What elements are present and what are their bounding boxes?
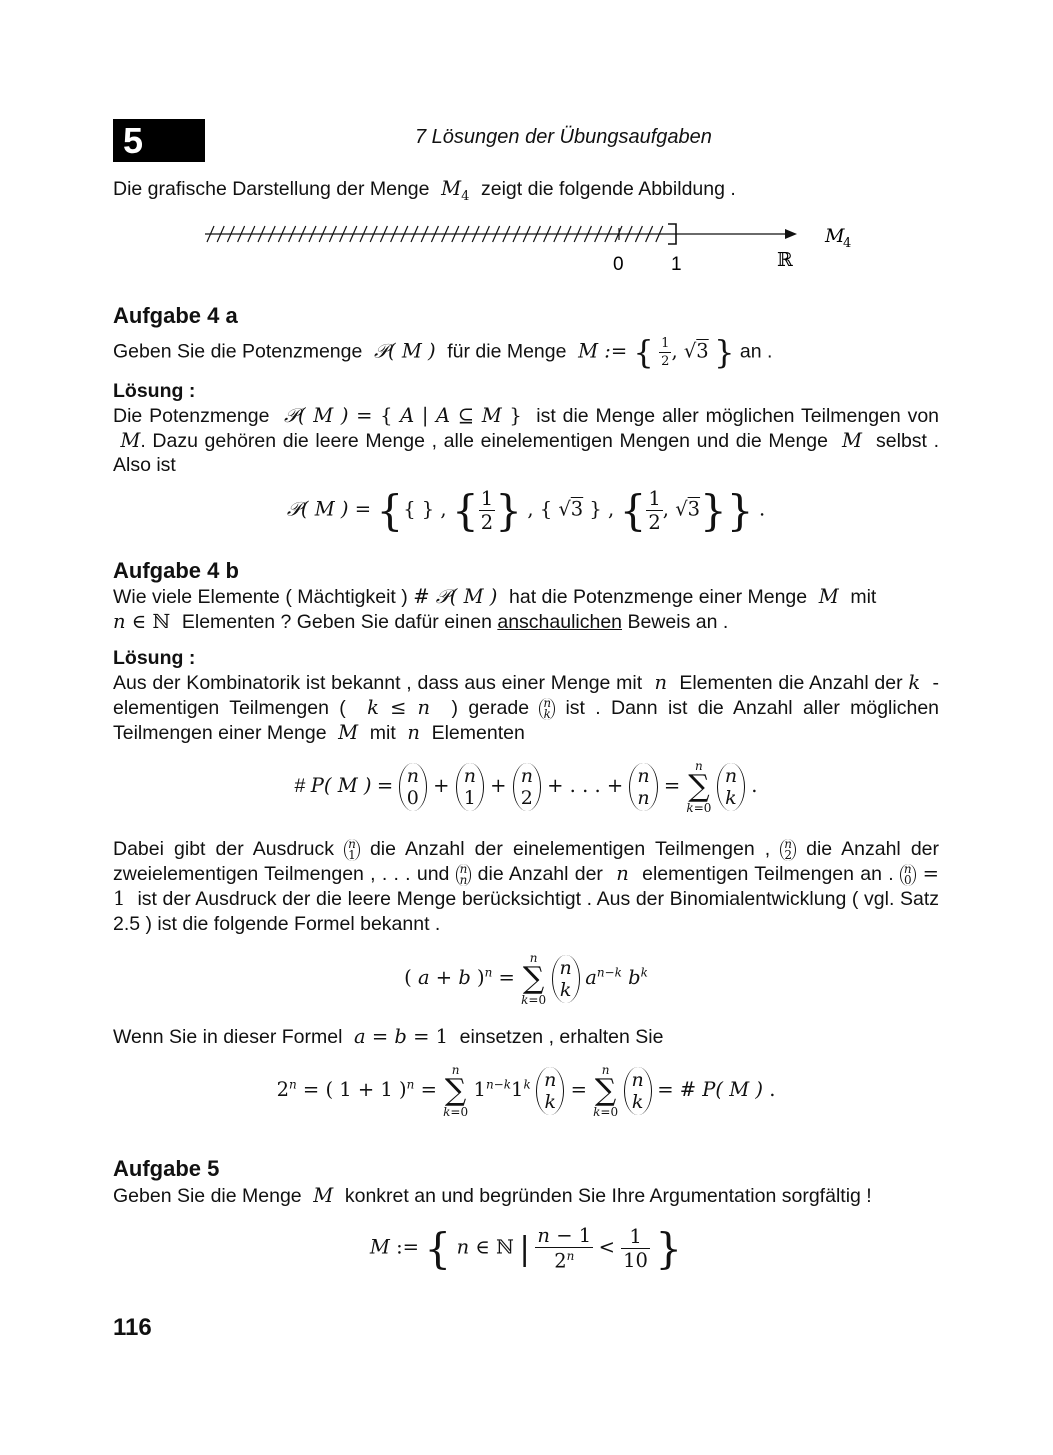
tick-1-label: 1 xyxy=(671,254,682,275)
set-m: M xyxy=(441,177,462,200)
count-formula: # P( M ) = n 0 + n 1 + n 2 + . . . + n n = n ∑ k=0 n k . xyxy=(294,759,758,815)
task-4a-heading: Aufgabe 4 a xyxy=(113,303,238,328)
s4b-3: - elementigen Teilmengen ( xyxy=(113,672,940,719)
p4b-1: Dabei gibt der Ausdruck xyxy=(113,838,335,860)
q4b-3: mit xyxy=(850,586,877,608)
task-5-heading: Aufgabe 5 xyxy=(113,1156,220,1181)
p4b-5: elementigen Teilmengen an . xyxy=(642,863,894,886)
sol-text-3: . Dazu gehören die leere Menge , alle einelementigen Mengen und die Menge xyxy=(140,429,828,452)
task-4a-solution-text: Die Potenzmenge 𝒫( M ) = { A | A ⊆ M } ist die Menge aller möglichen Teilmengen von M. Dazu gehören die leere Menge , alle einelementigen Mengen und die Menge M selbst . Also ist xyxy=(113,404,940,476)
q-text: Geben Sie die Potenzmenge xyxy=(113,340,363,363)
task-4a-question: Geben Sie die Potenzmenge 𝒫( M ) für die Menge M := { $\frac{1}{2}$ , √3 } an . xyxy=(113,333,773,372)
p4b-6: ist der Ausdruck der die leere Menge berücksichtigt . Aus der Binomialentwicklung ( vgl. Satz 2.5 ) ist die folgende Formel bekannt . xyxy=(113,888,940,935)
q4b-4: Elementen ? Geben Sie dafür einen xyxy=(181,610,492,633)
w-2: einsetzen , erhalten Sie xyxy=(459,1026,664,1048)
intro-text: Die grafische Darstellung der Menge xyxy=(113,178,430,200)
q5-1: Geben Sie die Menge xyxy=(113,1185,302,1207)
q5-2: konkret an und begründen Sie Ihre Argumentation sorgfältig ! xyxy=(344,1185,872,1207)
s4b-6: mit xyxy=(369,721,396,744)
powerset-formula: 𝒫( M ) = {{ } , { $\frac{1}{2}$ } , { √3 } , { $\frac{1}{2}$ , √3}} . xyxy=(286,486,766,535)
intro-paragraph xyxy=(113,177,939,209)
chapter-number-box xyxy=(113,119,205,162)
q-text-mid: für die Menge xyxy=(447,340,567,363)
task-4a-solution-label: Lösung : xyxy=(113,380,196,402)
task-4b-explanation: Dabei gibt der Ausdruck n 1 die Anzahl der einelementigen Teilmengen , n 2 die Anzahl der zweielementigen Teilmengen , . . . und n n die Anzahl der n elementigen Teilmengen an . n 0 = 1 ist der Ausdruck der die leere Menge berücksichtigt . Aus der Binomialentwicklung ( vgl. Satz 2.5 ) ist die folgende Formel bekannt . xyxy=(113,837,940,935)
s4b-5: ist . Dann ist die Anzahl aller möglichen Teilmengen einer Menge xyxy=(113,696,940,744)
binomial-formula: ( a + b )$^n$ = n ∑ k=0 n k $a^{n-k}$ $b^k$ xyxy=(404,951,648,1007)
running-head: 7 Lösungen der Übungsaufgaben xyxy=(415,126,712,148)
sol-text-2: ist die Menge aller möglichen Teilmengen von xyxy=(536,405,940,427)
set-m4 xyxy=(435,177,476,204)
final-count-formula: $2^n$ = ( 1 + 1 )$^n$ = n ∑ k=0 $1^{n-k}1^k$ n k = n ∑ k=0 n k = # P( M ) . xyxy=(276,1063,776,1119)
s4b-2: Elementen die Anzahl der xyxy=(679,672,903,694)
q4b-5: Beweis an . xyxy=(627,610,729,633)
underlined-word: anschaulichen xyxy=(497,610,623,633)
sol-text-1: Die Potenzmenge xyxy=(113,405,270,427)
s4b-1: Aus der Kombinatorik ist bekannt , dass aus einer Menge mit xyxy=(113,672,643,694)
s4b-7: Elementen xyxy=(431,721,525,744)
task-4b-heading: Aufgabe 4 b xyxy=(113,558,239,583)
set-sub: 4 xyxy=(461,188,470,204)
set-label-sub: 4 xyxy=(843,236,852,251)
q4b-1: Wie viele Elemente ( Mächtigkeit ) xyxy=(113,586,408,608)
page-number: 116 xyxy=(113,1314,152,1341)
p4b-3: die Anzahl der zweielementigen Teilmengen , . . . und xyxy=(113,838,940,886)
task-5-question: Geben Sie die Menge M konkret an und begründen Sie Ihre Argumentation sorgfältig ! xyxy=(113,1184,872,1207)
set-label-m: M xyxy=(825,225,845,247)
s4b-4: ) gerade xyxy=(451,696,530,719)
tick-0-label: 0 xyxy=(613,254,624,275)
task-4b-solution-label: Lösung : xyxy=(113,647,196,669)
task-4b-question: Wie viele Elemente ( Mächtigkeit ) # 𝒫( M ) hat die Potenzmenge einer Menge M mit n ∈ ℕ Elementen ? Geben Sie dafür einen anschaulichen Beweis an . xyxy=(113,585,877,633)
intro-text-after: zeigt die folgende Abbildung . xyxy=(481,178,736,200)
chapter-number: 5 xyxy=(123,120,144,161)
number-line-figure xyxy=(195,218,875,278)
sol-text-4: selbst . Also ist xyxy=(113,429,939,476)
w-1: Wenn Sie in dieser Formel xyxy=(113,1026,343,1048)
substitution-text: Wenn Sie in dieser Formel a = b = 1 einsetzen , erhalten Sie xyxy=(113,1025,664,1048)
q-text-after: an . xyxy=(739,340,773,363)
axis-arrow-icon xyxy=(785,229,797,239)
axis-label-r: ℝ xyxy=(777,249,793,271)
p4b-4: die Anzahl der xyxy=(477,863,603,886)
q4b-2: hat die Potenzmenge einer Menge xyxy=(509,586,808,608)
task-4b-solution-text: Aus der Kombinatorik ist bekannt , dass aus einer Menge mit n Elementen die Anzahl der k - elementigen Teilmengen ( k ≤ n ) gerade n k ist . Dann ist die Anzahl aller möglichen Teilmengen einer Menge M mit n Elementen xyxy=(113,671,940,744)
set-definition-formula: M := { n ∈ ℕ | $\frac{n - 1}{2^n}$ < $\frac{1}{10}$ } xyxy=(369,1223,683,1273)
p4b-2: die Anzahl der einelementigen Teilmengen , xyxy=(369,838,771,860)
